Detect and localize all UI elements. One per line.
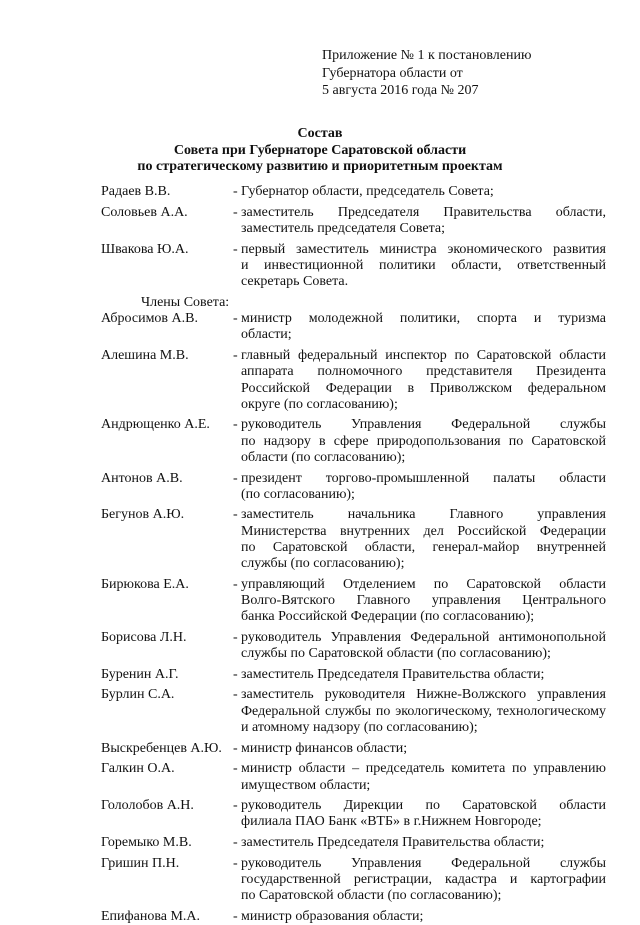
member-name: Радаев В.В.	[101, 184, 171, 199]
dash-separator: -	[233, 311, 238, 327]
role-line: Губернатор области, председатель Совета;	[241, 184, 494, 199]
member-role	[241, 835, 606, 851]
role-line: главный федеральный инспектор по Саратовской области	[241, 348, 606, 364]
member-row	[101, 184, 606, 200]
member-row	[101, 687, 606, 736]
member-row	[101, 798, 606, 830]
member-row	[101, 311, 606, 343]
dash-separator: -	[233, 740, 238, 756]
role-line: президент торгово-промышленной палаты области	[241, 470, 606, 486]
title-line: Состав	[297, 126, 343, 141]
member-name: Бегунов А.Ю.	[101, 507, 185, 523]
role-line: области (по согласованию);	[241, 449, 406, 465]
role-line: и атомному надзору (по согласованию);	[241, 719, 478, 735]
role-line: секретарь Совета.	[241, 274, 349, 290]
member-name: Антонов А.В.	[101, 470, 183, 486]
role-line: заместитель Председателя Правительства области;	[241, 666, 545, 682]
role-line: Волго-Вятского Главного управления Центрального	[241, 592, 606, 608]
role-line: по Саратовской области, генерал-майор внутренней	[241, 539, 606, 555]
title-line: по стратегическому развитию и приоритетным проектам	[137, 159, 503, 174]
member-name: Выскребенцев А.Ю.	[101, 740, 222, 756]
dash-separator: -	[233, 184, 238, 199]
council-composition-list	[101, 184, 606, 925]
member-role	[241, 687, 606, 736]
role-line: руководитель Дирекции по Саратовской области	[241, 798, 606, 814]
member-row	[101, 577, 606, 626]
dash-separator: -	[233, 761, 238, 777]
dash-separator: -	[233, 798, 238, 814]
role-line: министр образования области;	[241, 908, 424, 924]
member-role	[241, 184, 606, 200]
dash-separator: -	[233, 629, 238, 645]
member-name: Бурлин С.А.	[101, 687, 175, 703]
members-list	[101, 311, 606, 925]
role-line: заместитель Председателя Правительства области;	[241, 835, 545, 851]
member-name: Горемыко М.В.	[101, 835, 192, 851]
dash-separator: -	[233, 908, 238, 924]
member-row	[101, 348, 606, 413]
member-role	[241, 242, 606, 291]
member-name: Соловьев А.А.	[101, 204, 188, 220]
role-line: государственной регистрации, кадастра и картографии	[241, 872, 606, 888]
member-role	[241, 471, 606, 503]
appendix-line: Губернатора области от	[322, 65, 463, 81]
dash-separator: -	[233, 348, 238, 364]
role-line: аппарата полномочного представителя Президента	[241, 364, 606, 380]
member-row	[101, 856, 606, 905]
member-row	[101, 242, 606, 291]
member-row	[101, 741, 606, 757]
role-line: руководитель Управления Федеральной антимонопольной	[241, 629, 606, 645]
member-role	[241, 856, 606, 905]
role-line: заместитель руководителя Нижне-Волжского управления	[241, 687, 606, 703]
dash-separator: -	[233, 241, 238, 257]
appendix-line: 5 августа 2016 года № 207	[322, 83, 479, 98]
role-line: службы по Саратовской области (по согласованию);	[241, 646, 551, 662]
member-role	[241, 311, 606, 343]
role-line: по надзору в сфере природопользования по Саратовской	[241, 433, 606, 449]
dash-separator: -	[233, 470, 238, 486]
member-row	[101, 667, 606, 683]
member-name: Швакова Ю.А.	[101, 241, 189, 257]
member-name: Андрющенко А.Е.	[101, 417, 210, 433]
dash-separator: -	[233, 835, 238, 851]
member-name: Галкин О.А.	[101, 761, 175, 777]
role-line: министр молодежной политики, спорта и туризма	[241, 311, 606, 327]
role-line: Министерства внутренних дел Российской Федерации	[241, 523, 606, 539]
role-line: округе (по согласованию);	[241, 396, 398, 412]
title-line: Совета при Губернаторе Саратовской области	[173, 142, 467, 158]
members-heading: Члены Совета:	[141, 295, 230, 311]
member-role	[241, 798, 606, 830]
role-line: первый заместитель министра экономического развития	[241, 241, 606, 257]
role-line: по Саратовской области (по согласованию);	[241, 888, 502, 904]
member-role	[241, 909, 606, 925]
member-name: Гололобов А.Н.	[101, 798, 194, 814]
member-role	[241, 577, 606, 626]
document-title	[0, 126, 640, 176]
role-line: руководитель Управления Федеральной службы	[241, 417, 606, 433]
member-row	[101, 835, 606, 851]
role-line: и инвестиционной политики области, ответственный	[241, 257, 606, 273]
dash-separator: -	[233, 204, 238, 220]
role-line: заместитель председателя Совета;	[241, 220, 445, 236]
appendix-line: Приложение № 1 к постановлению	[322, 48, 532, 63]
member-role	[241, 348, 606, 413]
member-name: Алешина М.В.	[101, 348, 189, 364]
member-row	[101, 417, 606, 466]
member-row	[101, 630, 606, 662]
dash-separator: -	[233, 507, 238, 523]
dash-separator: -	[233, 666, 238, 682]
role-line: министр области – председатель комитета по управлению	[241, 761, 606, 777]
role-line: имуществом области;	[241, 777, 371, 793]
appendix-header	[322, 47, 602, 100]
member-name: Абросимов А.В.	[101, 311, 198, 327]
member-role	[241, 507, 606, 572]
member-role	[241, 741, 606, 757]
dash-separator: -	[233, 687, 238, 703]
member-role	[241, 761, 606, 793]
leaders-list	[101, 184, 606, 290]
role-line: Российской Федерации в Приволжском федеральном	[241, 380, 606, 396]
dash-separator: -	[233, 576, 238, 592]
member-name: Борисова Л.Н.	[101, 629, 187, 645]
member-name: Бирюкова Е.А.	[101, 576, 189, 592]
dash-separator: -	[233, 417, 238, 433]
role-line: управляющий Отделением по Саратовской области	[241, 576, 606, 592]
role-line: области;	[241, 327, 292, 343]
role-line: (по согласованию);	[241, 486, 355, 502]
member-row	[101, 205, 606, 237]
member-role	[241, 667, 606, 683]
role-line: банка Российской Федерации (по согласованию);	[241, 609, 535, 625]
role-line: Федеральной службы по экологическому, технологическому	[241, 703, 606, 719]
member-name: Гришин П.Н.	[101, 855, 180, 871]
dash-separator: -	[233, 855, 238, 871]
member-name: Буренин А.Г.	[101, 666, 179, 682]
role-line: филиала ПАО Банк «ВТБ» в г.Нижнем Новгороде;	[241, 814, 542, 830]
member-row	[101, 471, 606, 503]
member-row	[101, 909, 606, 925]
role-line: заместитель начальника Главного управления	[241, 507, 606, 523]
role-line: заместитель Председателя Правительства области,	[241, 204, 606, 220]
member-role	[241, 205, 606, 237]
role-line: руководитель Управления Федеральной службы	[241, 855, 606, 871]
member-role	[241, 417, 606, 466]
member-row	[101, 507, 606, 572]
member-row	[101, 761, 606, 793]
role-line: службы (по согласованию);	[241, 556, 405, 572]
member-name: Епифанова М.А.	[101, 908, 201, 924]
member-role	[241, 630, 606, 662]
role-line: министр финансов области;	[241, 740, 408, 756]
